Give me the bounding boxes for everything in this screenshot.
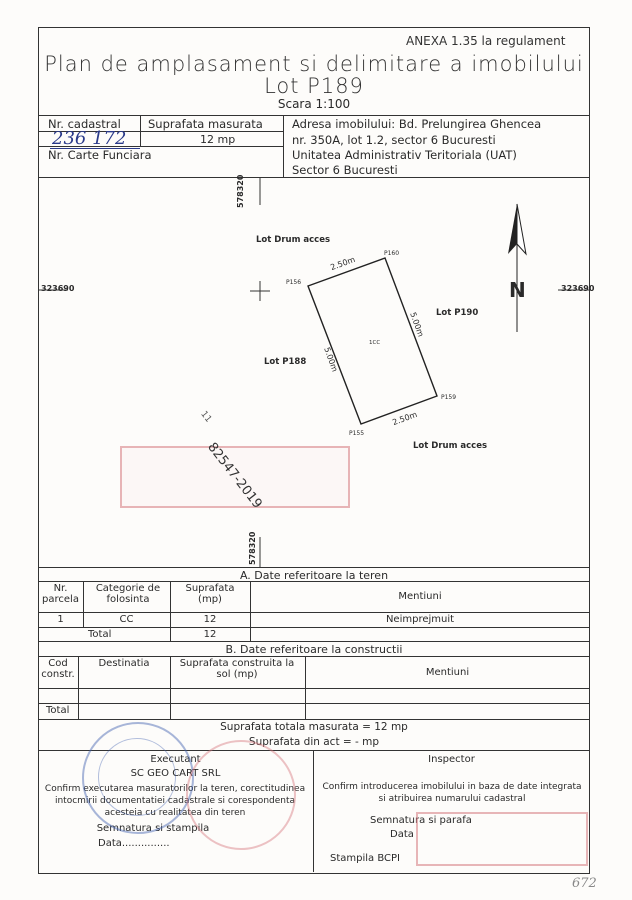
point-p155: P155 (349, 430, 365, 437)
inspector-confirm: Confirm introducerea imobilului in baza de date integrata si atribuirea numarului cadastral (322, 782, 582, 804)
info-col-line-1 (140, 115, 141, 146)
header-destination: Destinatia (98, 658, 150, 669)
dim-bottom: 2.50m (391, 409, 419, 428)
company-round-stamp-inner (98, 738, 176, 816)
cadastral-value: 236 172 (52, 128, 127, 149)
executant-title: Executant (150, 754, 201, 765)
cell-category: CC (119, 614, 134, 625)
section-a-header-line (38, 581, 590, 582)
cell-mentions: Neimprejmuit (385, 614, 455, 625)
total-a-value: 12 (203, 629, 217, 640)
dim-left: 5.00m (322, 345, 340, 374)
total-measured: Suprafata totala masurata = 12 mp (220, 721, 408, 733)
cadastral-label: Nr. cadastral (48, 117, 121, 131)
inspector-date: Data (390, 829, 414, 840)
coord-right: 323690 (561, 284, 595, 293)
uat-label: Unitatea Administrativ Teritoriala (UAT) (292, 148, 517, 162)
annex-note: ANEXA 1.35 la regulament (406, 34, 566, 48)
section-b-row2-line (38, 703, 590, 704)
total-a-label: Total (88, 629, 112, 640)
section-a-bottom-line (38, 641, 590, 642)
stamp-number: 82547-2019 (204, 440, 265, 512)
executant-confirm: Confirm executarea masuratorilor la teren, corectitudinea intocmirii documentatiei cadastrale si corespondenta acesteia cu realitatea din teren (44, 784, 306, 818)
inspector-title: Inspector (428, 754, 475, 765)
header-mentions: Mentiuni (398, 591, 442, 602)
header-area: Suprafata (mp) (185, 583, 235, 605)
section-b-col-1 (78, 656, 79, 719)
address-label: Adresa imobilului: Bd. Prelungirea Ghencea (292, 117, 542, 131)
coord-top: 578320 (236, 174, 245, 208)
inspector-parafa-stamp (416, 812, 588, 866)
header-built-area: Suprafata construita la sol (mp) (179, 658, 295, 680)
executant-company: SC GEO CART SRL (130, 768, 221, 779)
scale-label: Scara 1:100 (277, 97, 351, 111)
lot-road-top: Lot Drum acces (256, 235, 331, 245)
page-note: 672 (572, 876, 597, 891)
dim-right: 5.00m (408, 310, 426, 339)
point-p156: P156 (286, 279, 302, 286)
inspector-signature: Semnatura si parafa (370, 815, 472, 826)
signature-divider (313, 750, 314, 872)
total-b-label: Total (46, 705, 70, 716)
point-p160: P160 (384, 250, 400, 257)
point-p159: P159 (441, 394, 457, 401)
header-code: Cod constr. (41, 658, 75, 680)
grid-cross-marker (250, 281, 270, 301)
north-label: N (509, 278, 526, 302)
inspector-stamp: Stampila BCPI (330, 853, 400, 864)
info-col-line-2 (283, 115, 284, 177)
section-b-col-3 (305, 656, 306, 719)
cell-area: 12 (203, 614, 217, 625)
info-top-line (38, 115, 590, 116)
section-a-top-line (38, 567, 590, 568)
lot-left: Lot P188 (264, 357, 307, 367)
section-b-row-line (38, 688, 590, 689)
parcel-code: 1CC (369, 340, 381, 346)
section-b-title: B. Date referitoare la constructii (225, 643, 403, 656)
uat-value: Sector 6 Bucuresti (292, 163, 398, 177)
authorization-round-stamp (186, 740, 296, 850)
coord-left: 323690 (41, 284, 75, 293)
executant-signature: Semnatura si stampila (96, 823, 210, 834)
north-arrow-icon (508, 204, 526, 332)
section-a-col-3 (250, 581, 251, 641)
page-title: Plan de amplasament si delimitare a imobilului (44, 52, 584, 76)
lot-right: Lot P190 (436, 308, 479, 318)
surface-value: 12 mp (200, 133, 236, 146)
cell-nr: 1 (57, 614, 64, 625)
total-deed: Suprafata din act = - mp (248, 736, 380, 748)
section-a-row-line (38, 612, 590, 613)
executant-date: Data............... (98, 838, 170, 849)
stamp-mark: 11 (198, 409, 214, 425)
header-b-mentions: Mentiuni (425, 667, 470, 678)
header-category: Categorie de folosinta (95, 583, 161, 605)
coord-bottom: 578320 (248, 531, 257, 565)
land-book-label: Nr. Carte Funciara (48, 148, 152, 162)
section-b-col-2 (170, 656, 171, 719)
lot-title: Lot P189 (264, 74, 364, 98)
lot-road-bottom: Lot Drum acces (413, 441, 488, 451)
dim-top: 2.50m (329, 254, 357, 273)
section-a-title: A. Date referitoare la teren (239, 569, 389, 582)
section-b-header-line (38, 656, 590, 657)
section-a-row2-line (38, 627, 590, 628)
surface-label: Suprafata masurata (148, 117, 263, 131)
header-nr-parcela: Nr. parcela (42, 583, 79, 605)
address-line2: nr. 350A, lot 1.2, sector 6 Bucuresti (292, 133, 496, 147)
section-b-bottom-line (38, 719, 590, 720)
